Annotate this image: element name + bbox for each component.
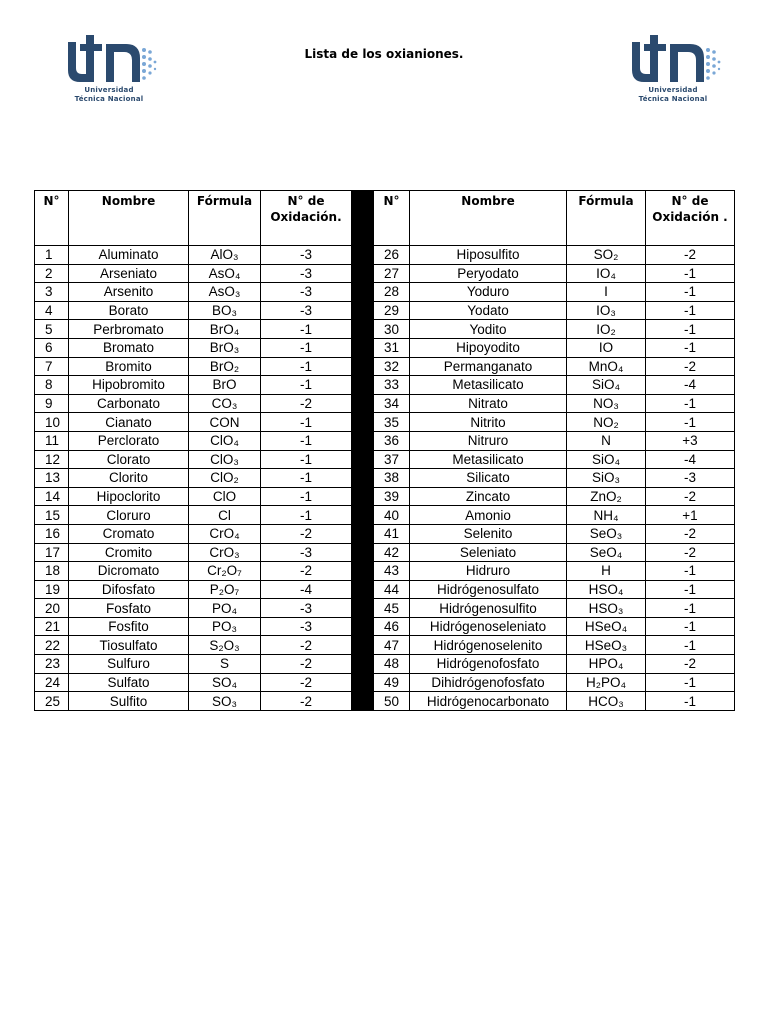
row-number: 20 xyxy=(35,599,69,618)
oxidation-number: -4 xyxy=(646,376,735,395)
anion-name: Dihidrógenofosfato xyxy=(410,673,567,692)
anion-formula: BO₃ xyxy=(189,301,261,320)
column-separator xyxy=(352,264,374,283)
utn-logo-left xyxy=(64,30,164,110)
anion-formula: HSeO₄ xyxy=(567,617,646,636)
row-number: 39 xyxy=(374,487,410,506)
oxidation-number: -2 xyxy=(261,524,352,543)
oxidation-number: -1 xyxy=(646,320,735,339)
anion-formula: SO₂ xyxy=(567,246,646,265)
anion-name: Clorato xyxy=(69,450,189,469)
row-number: 8 xyxy=(35,376,69,395)
table-row xyxy=(35,394,735,413)
table-row xyxy=(35,562,735,581)
anion-formula: Cl xyxy=(189,506,261,525)
anion-formula: SiO₃ xyxy=(567,469,646,488)
anion-formula: N xyxy=(567,431,646,450)
anion-name: Aluminato xyxy=(69,246,189,265)
oxidation-number: -2 xyxy=(261,655,352,674)
anion-formula: ClO₄ xyxy=(189,431,261,450)
table-row xyxy=(35,469,735,488)
anion-formula: SeO₄ xyxy=(567,543,646,562)
anion-formula: CO₃ xyxy=(189,394,261,413)
anion-name: Yoduro xyxy=(410,283,567,302)
anion-formula: P₂O₇ xyxy=(189,580,261,599)
anion-name: Nitruro xyxy=(410,431,567,450)
anion-name: Metasilicato xyxy=(410,376,567,395)
anion-formula: SiO₄ xyxy=(567,450,646,469)
oxidation-number: -2 xyxy=(646,357,735,376)
anion-name: Fosfito xyxy=(69,617,189,636)
utn-logo-caption xyxy=(628,86,718,104)
anion-formula: NO₂ xyxy=(567,413,646,432)
anion-formula: HSeO₃ xyxy=(567,636,646,655)
oxidation-number: -1 xyxy=(261,320,352,339)
row-number: 30 xyxy=(374,320,410,339)
row-number: 5 xyxy=(35,320,69,339)
table-row xyxy=(35,413,735,432)
row-number: 27 xyxy=(374,264,410,283)
oxidation-number: -3 xyxy=(646,469,735,488)
anion-formula: S₂O₃ xyxy=(189,636,261,655)
anion-name: Borato xyxy=(69,301,189,320)
row-number: 10 xyxy=(35,413,69,432)
anion-name: Difosfato xyxy=(69,580,189,599)
column-separator xyxy=(352,469,374,488)
oxidation-number: -1 xyxy=(646,338,735,357)
table-header-row xyxy=(35,191,735,246)
anion-name: Carbonato xyxy=(69,394,189,413)
row-number: 25 xyxy=(35,692,69,711)
column-separator xyxy=(352,655,374,674)
oxidation-number: -1 xyxy=(261,357,352,376)
oxidation-number: -1 xyxy=(646,617,735,636)
column-separator xyxy=(352,338,374,357)
table-row xyxy=(35,264,735,283)
oxidation-number: -1 xyxy=(646,673,735,692)
row-number: 6 xyxy=(35,338,69,357)
column-separator xyxy=(352,506,374,525)
row-number: 24 xyxy=(35,673,69,692)
table-row xyxy=(35,357,735,376)
column-separator xyxy=(352,487,374,506)
anion-formula: SO₄ xyxy=(189,673,261,692)
row-number: 29 xyxy=(374,301,410,320)
logo-line2: Técnica Nacional xyxy=(638,95,708,103)
oxidation-number: -1 xyxy=(646,599,735,618)
row-number: 50 xyxy=(374,692,410,711)
table-row xyxy=(35,301,735,320)
row-number: 13 xyxy=(35,469,69,488)
oxidation-number: -1 xyxy=(261,338,352,357)
row-number: 33 xyxy=(374,376,410,395)
oxidation-number: -2 xyxy=(646,487,735,506)
anion-name: Seleniato xyxy=(410,543,567,562)
anion-formula: CrO₄ xyxy=(189,524,261,543)
anion-formula: HCO₃ xyxy=(567,692,646,711)
oxidation-number: -3 xyxy=(261,264,352,283)
utn-logo-caption xyxy=(64,86,154,104)
header-formula: Fórmula xyxy=(567,191,646,246)
anion-formula: AlO₃ xyxy=(189,246,261,265)
row-number: 49 xyxy=(374,673,410,692)
row-number: 28 xyxy=(374,283,410,302)
anion-formula: Cr₂O₇ xyxy=(189,562,261,581)
row-number: 48 xyxy=(374,655,410,674)
row-number: 11 xyxy=(35,431,69,450)
table-row xyxy=(35,338,735,357)
anion-formula: HPO₄ xyxy=(567,655,646,674)
utn-logo-right xyxy=(628,30,728,110)
oxidation-number: -1 xyxy=(261,487,352,506)
table-row xyxy=(35,376,735,395)
column-separator xyxy=(352,673,374,692)
anion-name: Yodito xyxy=(410,320,567,339)
table-row xyxy=(35,580,735,599)
anion-formula: NO₃ xyxy=(567,394,646,413)
table-row xyxy=(35,543,735,562)
table-row xyxy=(35,673,735,692)
column-separator xyxy=(352,524,374,543)
row-number: 12 xyxy=(35,450,69,469)
oxidation-number: -1 xyxy=(261,431,352,450)
anion-name: Clorito xyxy=(69,469,189,488)
row-number: 41 xyxy=(374,524,410,543)
anion-name: Cromato xyxy=(69,524,189,543)
row-number: 43 xyxy=(374,562,410,581)
table-row xyxy=(35,655,735,674)
anion-name: Bromito xyxy=(69,357,189,376)
oxidation-number: -2 xyxy=(646,246,735,265)
anion-formula: I xyxy=(567,283,646,302)
column-separator xyxy=(352,562,374,581)
anion-formula: AsO₃ xyxy=(189,283,261,302)
anion-formula: SiO₄ xyxy=(567,376,646,395)
anion-formula: CON xyxy=(189,413,261,432)
oxyanion-table xyxy=(34,190,735,711)
anion-name: Zincato xyxy=(410,487,567,506)
anion-name: Hidrógenosulfito xyxy=(410,599,567,618)
anion-name: Dicromato xyxy=(69,562,189,581)
oxidation-number: -3 xyxy=(261,543,352,562)
anion-name: Amonio xyxy=(410,506,567,525)
anion-formula: H xyxy=(567,562,646,581)
row-number: 38 xyxy=(374,469,410,488)
oxidation-number: -2 xyxy=(646,655,735,674)
anion-formula: IO₄ xyxy=(567,264,646,283)
column-separator xyxy=(352,431,374,450)
row-number: 40 xyxy=(374,506,410,525)
row-number: 17 xyxy=(35,543,69,562)
column-separator xyxy=(352,320,374,339)
table-row xyxy=(35,524,735,543)
row-number: 32 xyxy=(374,357,410,376)
oxidation-number: -2 xyxy=(261,394,352,413)
anion-formula: NH₄ xyxy=(567,506,646,525)
anion-name: Hiposulfito xyxy=(410,246,567,265)
anion-name: Selenito xyxy=(410,524,567,543)
oxidation-number: -4 xyxy=(646,450,735,469)
anion-name: Hipobromito xyxy=(69,376,189,395)
oxidation-number: -1 xyxy=(646,264,735,283)
anion-name: Hipoclorito xyxy=(69,487,189,506)
column-separator xyxy=(352,357,374,376)
oxidation-number: -3 xyxy=(261,599,352,618)
anion-name: Tiosulfato xyxy=(69,636,189,655)
anion-name: Hidruro xyxy=(410,562,567,581)
anion-name: Perbromato xyxy=(69,320,189,339)
header-name: Nombre xyxy=(410,191,567,246)
anion-name: Hidrógenoseleniato xyxy=(410,617,567,636)
anion-name: Silicato xyxy=(410,469,567,488)
anion-formula: HSO₃ xyxy=(567,599,646,618)
anion-formula: ClO₃ xyxy=(189,450,261,469)
anion-name: Permanganato xyxy=(410,357,567,376)
table-row xyxy=(35,487,735,506)
row-number: 35 xyxy=(374,413,410,432)
anion-formula: SO₃ xyxy=(189,692,261,711)
row-number: 42 xyxy=(374,543,410,562)
anion-name: Sulfito xyxy=(69,692,189,711)
oxidation-number: -1 xyxy=(646,562,735,581)
table-row xyxy=(35,431,735,450)
header-oxidation: N° de Oxidación. xyxy=(261,191,352,246)
anion-name: Hidrógenosulfato xyxy=(410,580,567,599)
oxidation-number: -3 xyxy=(261,283,352,302)
row-number: 31 xyxy=(374,338,410,357)
anion-name: Arseniato xyxy=(69,264,189,283)
row-number: 1 xyxy=(35,246,69,265)
table-body xyxy=(35,246,735,711)
row-number: 4 xyxy=(35,301,69,320)
anion-formula: PO₃ xyxy=(189,617,261,636)
anion-formula: BrO₃ xyxy=(189,338,261,357)
table-row xyxy=(35,506,735,525)
anion-name: Nitrato xyxy=(410,394,567,413)
oxidation-number: +3 xyxy=(646,431,735,450)
logo-line1: Universidad xyxy=(648,86,698,94)
column-separator xyxy=(352,301,374,320)
column-separator xyxy=(352,413,374,432)
page-title: Lista de los oxianiones. xyxy=(304,47,464,61)
anion-formula: IO₃ xyxy=(567,301,646,320)
anion-name: Cloruro xyxy=(69,506,189,525)
anion-formula: BrO₂ xyxy=(189,357,261,376)
oxidation-number: -2 xyxy=(261,692,352,711)
row-number: 18 xyxy=(35,562,69,581)
anion-formula: IO xyxy=(567,338,646,357)
oxidation-number: -2 xyxy=(646,524,735,543)
row-number: 45 xyxy=(374,599,410,618)
anion-name: Perclorato xyxy=(69,431,189,450)
anion-name: Sulfato xyxy=(69,673,189,692)
column-separator xyxy=(352,450,374,469)
table-row xyxy=(35,283,735,302)
row-number: 36 xyxy=(374,431,410,450)
oxidation-number: -1 xyxy=(646,283,735,302)
row-number: 37 xyxy=(374,450,410,469)
anion-name: Yodato xyxy=(410,301,567,320)
anion-formula: ClO xyxy=(189,487,261,506)
row-number: 47 xyxy=(374,636,410,655)
anion-formula: BrO₄ xyxy=(189,320,261,339)
oxidation-number: -1 xyxy=(261,413,352,432)
anion-name: Hidrógenofosfato xyxy=(410,655,567,674)
row-number: 21 xyxy=(35,617,69,636)
oxidation-number: -2 xyxy=(261,636,352,655)
anion-formula: SeO₃ xyxy=(567,524,646,543)
anion-name: Hidrógenocarbonato xyxy=(410,692,567,711)
anion-name: Cianato xyxy=(69,413,189,432)
column-separator xyxy=(352,376,374,395)
oxidation-number: -1 xyxy=(261,376,352,395)
oxidation-number: -1 xyxy=(261,469,352,488)
anion-name: Hipoyodito xyxy=(410,338,567,357)
anion-formula: S xyxy=(189,655,261,674)
header-oxidation: N° de Oxidación . xyxy=(646,191,735,246)
anion-formula: CrO₃ xyxy=(189,543,261,562)
row-number: 46 xyxy=(374,617,410,636)
oxidation-number: -1 xyxy=(646,301,735,320)
column-separator xyxy=(352,191,374,246)
anion-formula: H₂PO₄ xyxy=(567,673,646,692)
table-row xyxy=(35,599,735,618)
anion-name: Nitrito xyxy=(410,413,567,432)
header-formula: Fórmula xyxy=(189,191,261,246)
anion-name: Sulfuro xyxy=(69,655,189,674)
row-number: 3 xyxy=(35,283,69,302)
column-separator xyxy=(352,599,374,618)
oxidation-number: -2 xyxy=(261,673,352,692)
table-row xyxy=(35,450,735,469)
oxidation-number: -1 xyxy=(646,636,735,655)
logo-line1: Universidad xyxy=(84,86,134,94)
anion-formula: BrO xyxy=(189,376,261,395)
row-number: 16 xyxy=(35,524,69,543)
column-separator xyxy=(352,246,374,265)
row-number: 7 xyxy=(35,357,69,376)
row-number: 19 xyxy=(35,580,69,599)
oxidation-number: -2 xyxy=(646,543,735,562)
logo-line2: Técnica Nacional xyxy=(74,95,144,103)
anion-name: Metasilicato xyxy=(410,450,567,469)
header-name: Nombre xyxy=(69,191,189,246)
anion-formula: ZnO₂ xyxy=(567,487,646,506)
column-separator xyxy=(352,636,374,655)
anion-formula: PO₄ xyxy=(189,599,261,618)
oxidation-number: -1 xyxy=(261,450,352,469)
anion-formula: IO₂ xyxy=(567,320,646,339)
oxidation-number: -2 xyxy=(261,562,352,581)
oxidation-number: -3 xyxy=(261,246,352,265)
anion-name: Bromato xyxy=(69,338,189,357)
row-number: 15 xyxy=(35,506,69,525)
oxidation-number: -1 xyxy=(261,506,352,525)
table-row xyxy=(35,692,735,711)
oxidation-number: +1 xyxy=(646,506,735,525)
row-number: 44 xyxy=(374,580,410,599)
oxidation-number: -1 xyxy=(646,692,735,711)
table-row xyxy=(35,246,735,265)
row-number: 2 xyxy=(35,264,69,283)
anion-formula: ClO₂ xyxy=(189,469,261,488)
oxidation-number: -4 xyxy=(261,580,352,599)
table-row xyxy=(35,636,735,655)
anion-name: Peryodato xyxy=(410,264,567,283)
oxidation-number: -1 xyxy=(646,413,735,432)
anion-name: Fosfato xyxy=(69,599,189,618)
column-separator xyxy=(352,580,374,599)
column-separator xyxy=(352,394,374,413)
oxidation-number: -3 xyxy=(261,301,352,320)
oxidation-number: -1 xyxy=(646,394,735,413)
header-num: N° xyxy=(374,191,410,246)
column-separator xyxy=(352,283,374,302)
column-separator xyxy=(352,692,374,711)
row-number: 22 xyxy=(35,636,69,655)
column-separator xyxy=(352,543,374,562)
oxidation-number: -1 xyxy=(646,580,735,599)
row-number: 34 xyxy=(374,394,410,413)
anion-formula: HSO₄ xyxy=(567,580,646,599)
row-number: 14 xyxy=(35,487,69,506)
anion-name: Arsenito xyxy=(69,283,189,302)
anion-name: Cromito xyxy=(69,543,189,562)
column-separator xyxy=(352,617,374,636)
header-num: N° xyxy=(35,191,69,246)
oxidation-number: -3 xyxy=(261,617,352,636)
anion-formula: AsO₄ xyxy=(189,264,261,283)
table-row xyxy=(35,617,735,636)
anion-name: Hidrógenoselenito xyxy=(410,636,567,655)
row-number: 9 xyxy=(35,394,69,413)
table-row xyxy=(35,320,735,339)
row-number: 23 xyxy=(35,655,69,674)
anion-formula: MnO₄ xyxy=(567,357,646,376)
row-number: 26 xyxy=(374,246,410,265)
